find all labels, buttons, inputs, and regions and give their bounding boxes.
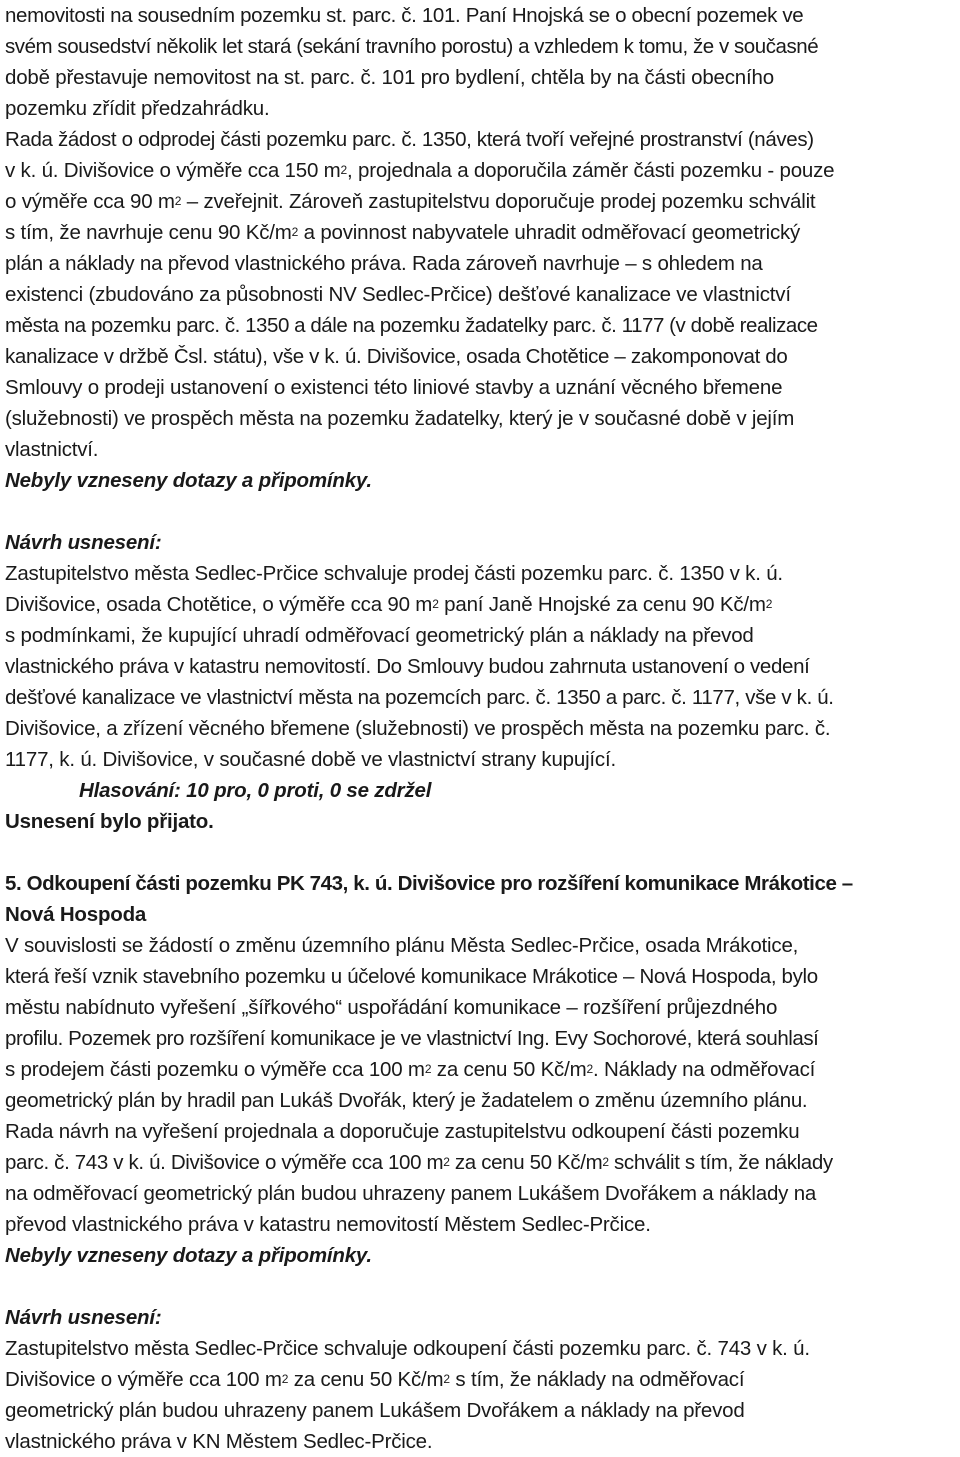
- text-line: [5, 1147, 954, 1178]
- paragraph-land-purchase: [5, 930, 954, 1333]
- text-line: Zastupitelstvo města Sedlec-Prčice schvaluje prodej části pozemku parc. č. 1350 v k. ú.: [5, 562, 783, 585]
- text-line: města na pozemku parc. č. 1350 a dále na pozemku žadatelky parc. č. 1177 (v době realizace: [5, 314, 818, 337]
- text-line: Zastupitelstvo města Sedlec-Prčice schvaluje odkoupení části pozemku parc. č. 743 v k. ú.: [5, 1337, 810, 1360]
- text-line: 1177, k. ú. Divišovice, v současné době ve vlastnictví strany kupující.: [5, 748, 616, 771]
- spacer: [5, 496, 954, 527]
- text-line: nemovitosti na sousedním pozemku st. parc. č. 101. Paní Hnojská se o obecní pozemek ve: [5, 4, 804, 27]
- section-title: Nová Hospoda: [5, 903, 147, 926]
- text-fragment: , projednala a doporučila záměr části pozemku - pouze: [347, 159, 835, 182]
- text-line: existenci (zbudováno za působnosti NV Sedlec-Prčice) dešťové kanalizace ve vlastnictví: [5, 283, 791, 306]
- text-line: na odměřovací geometrický plán budou uhrazeny panem Lukášem Dvořákem a náklady na: [5, 1182, 817, 1205]
- text-line: době přestavuje nemovitost na st. parc. č. 101 pro bydlení, chtěla by na části obecního: [5, 66, 774, 89]
- superscript: 2: [432, 597, 439, 611]
- text-line: Divišovice, a zřízení věcného břemene (služebnosti) ve prospěch města na pozemku parc. č.: [5, 717, 831, 740]
- superscript: 2: [340, 163, 347, 177]
- text-line: V souvislosti se žádostí o změnu územního plánu Města Sedlec-Prčice, osada Mrákotice,: [5, 934, 799, 957]
- spacer: [5, 837, 954, 868]
- text-line: [5, 155, 954, 186]
- text-line: [5, 217, 954, 248]
- superscript: 2: [443, 1372, 450, 1386]
- text-line: která řeší vznik stavebního pozemku u účelové komunikace Mrákotice – Nová Hospoda, bylo: [5, 965, 818, 988]
- text-fragment: Divišovice, osada Chotětice, o výměře cca 90 m: [5, 593, 433, 616]
- text-line: dešťové kanalizace ve vlastnictví města na pozemcích parc. č. 1350 a parc. č. 1177, vše v k. ú.: [5, 686, 834, 709]
- superscript: 2: [586, 1062, 593, 1076]
- text-line: vlastnického práva v katastru nemovitostí. Do Smlouvy budou zahrnuta ustanovení o vedení: [5, 655, 810, 678]
- text-fragment: o výměře cca 90 m: [5, 190, 175, 213]
- text-line: (služebnosti) ve prospěch města na pozemku žadatelky, který je v současné době v jejím: [5, 407, 795, 430]
- resolution-adopted: Usnesení bylo přijato.: [5, 810, 214, 833]
- text-line: geometrický plán by hradil pan Lukáš Dvořák, který je žadatelem o změnu územního plánu.: [5, 1089, 808, 1112]
- superscript: 2: [765, 597, 773, 611]
- text-fragment: s tím, že náklady na odměřovací: [449, 1368, 745, 1391]
- text-line: vlastnictví.: [5, 438, 99, 461]
- text-line: pozemku zřídit předzahrádku.: [5, 97, 270, 120]
- spacer: [5, 1271, 954, 1302]
- proposal-label: Návrh usnesení:: [5, 1306, 162, 1329]
- superscript: 2: [174, 194, 182, 208]
- superscript: 2: [602, 1155, 609, 1169]
- text-line: profilu. Pozemek pro rozšíření komunikace je ve vlastnictví Ing. Evy Sochorové, která souhlasí: [5, 1027, 819, 1050]
- text-line: městu nabídnuto vyřešení „šířkového“ uspořádání komunikace – rozšíření průjezdného: [5, 996, 778, 1019]
- text-line: Smlouvy o prodeji ustanovení o existenci této liniové stavby a uznání věcného břemene: [5, 376, 783, 399]
- text-fragment: za cenu 50 Kč/m: [288, 1368, 444, 1391]
- text-fragment: v k. ú. Divišovice o výměře cca 150 m: [5, 159, 341, 182]
- text-fragment: schválit s tím, že náklady: [608, 1151, 833, 1174]
- text-fragment: s tím, že navrhuje cenu 90 Kč/m: [5, 221, 292, 244]
- superscript: 2: [291, 225, 299, 239]
- resolution-purchase: [5, 1333, 954, 1457]
- text-fragment: – zveřejnit. Zároveň zastupitelstvu doporučuje prodej pozemku schválit: [181, 190, 816, 213]
- superscript: 2: [281, 1372, 289, 1386]
- text-line: [5, 1054, 954, 1085]
- resolution-sale: [5, 558, 954, 868]
- text-line: Rada návrh na vyřešení projednala a doporučuje zastupitelstvu odkoupení části pozemku: [5, 1120, 800, 1143]
- no-questions-note: Nebyly vzneseny dotazy a připomínky.: [5, 1244, 372, 1267]
- text-line: [5, 1364, 954, 1395]
- text-fragment: za cenu 50 Kč/m: [449, 1151, 603, 1174]
- text-line: vlastnického práva v KN Městem Sedlec-Prčice.: [5, 1430, 433, 1453]
- text-fragment: Divišovice o výměře cca 100 m: [5, 1368, 282, 1391]
- proposal-label: Návrh usnesení:: [5, 531, 162, 554]
- text-line: [5, 186, 954, 217]
- text-fragment: a povinnost nabyvatele uhradit odměřovací geometrický: [298, 221, 801, 244]
- section-5-heading: [5, 868, 954, 930]
- paragraph-sale-request: [5, 0, 954, 558]
- text-line: Rada žádost o odprodej části pozemku parc. č. 1350, která tvoří veřejné prostranství (náves): [5, 128, 814, 151]
- text-line: kanalizace v držbě Čsl. státu), vše v k. ú. Divišovice, osada Chotětice – zakomponovat do: [5, 345, 788, 368]
- text-line: převod vlastnického práva v katastru nemovitostí Městem Sedlec-Prčice.: [5, 1213, 651, 1236]
- text-line: plán a náklady na převod vlastnického práva. Rada zároveň navrhuje – s ohledem na: [5, 252, 763, 275]
- superscript: 2: [424, 1062, 432, 1076]
- text-line: svém sousedství několik let stará (sekání travního porostu) a vzhledem k tomu, že v současné: [5, 35, 819, 58]
- text-fragment: s prodejem části pozemku o výměře cca 100 m: [5, 1058, 425, 1081]
- text-fragment: za cenu 50 Kč/m: [431, 1058, 587, 1081]
- text-fragment: parc. č. 743 v k. ú. Divišovice o výměře cca 100 m: [5, 1151, 444, 1174]
- text-fragment: . Náklady na odměřovací: [592, 1058, 816, 1081]
- text-line: s podmínkami, že kupující uhradí odměřovací geometrický plán a náklady na převod: [5, 624, 754, 647]
- text-line: [5, 589, 954, 620]
- text-fragment: paní Janě Hnojské za cenu 90 Kč/m: [438, 593, 766, 616]
- vote-result: Hlasování: 10 pro, 0 proti, 0 se zdržel: [79, 779, 432, 802]
- text-line: geometrický plán budou uhrazeny panem Lukášem Dvořákem a náklady na převod: [5, 1399, 745, 1422]
- superscript: 2: [443, 1155, 450, 1169]
- no-questions-note: Nebyly vzneseny dotazy a připomínky.: [5, 469, 372, 492]
- section-title: 5. Odkoupení části pozemku PK 743, k. ú. Divišovice pro rozšíření komunikace Mrákotice –: [5, 872, 853, 895]
